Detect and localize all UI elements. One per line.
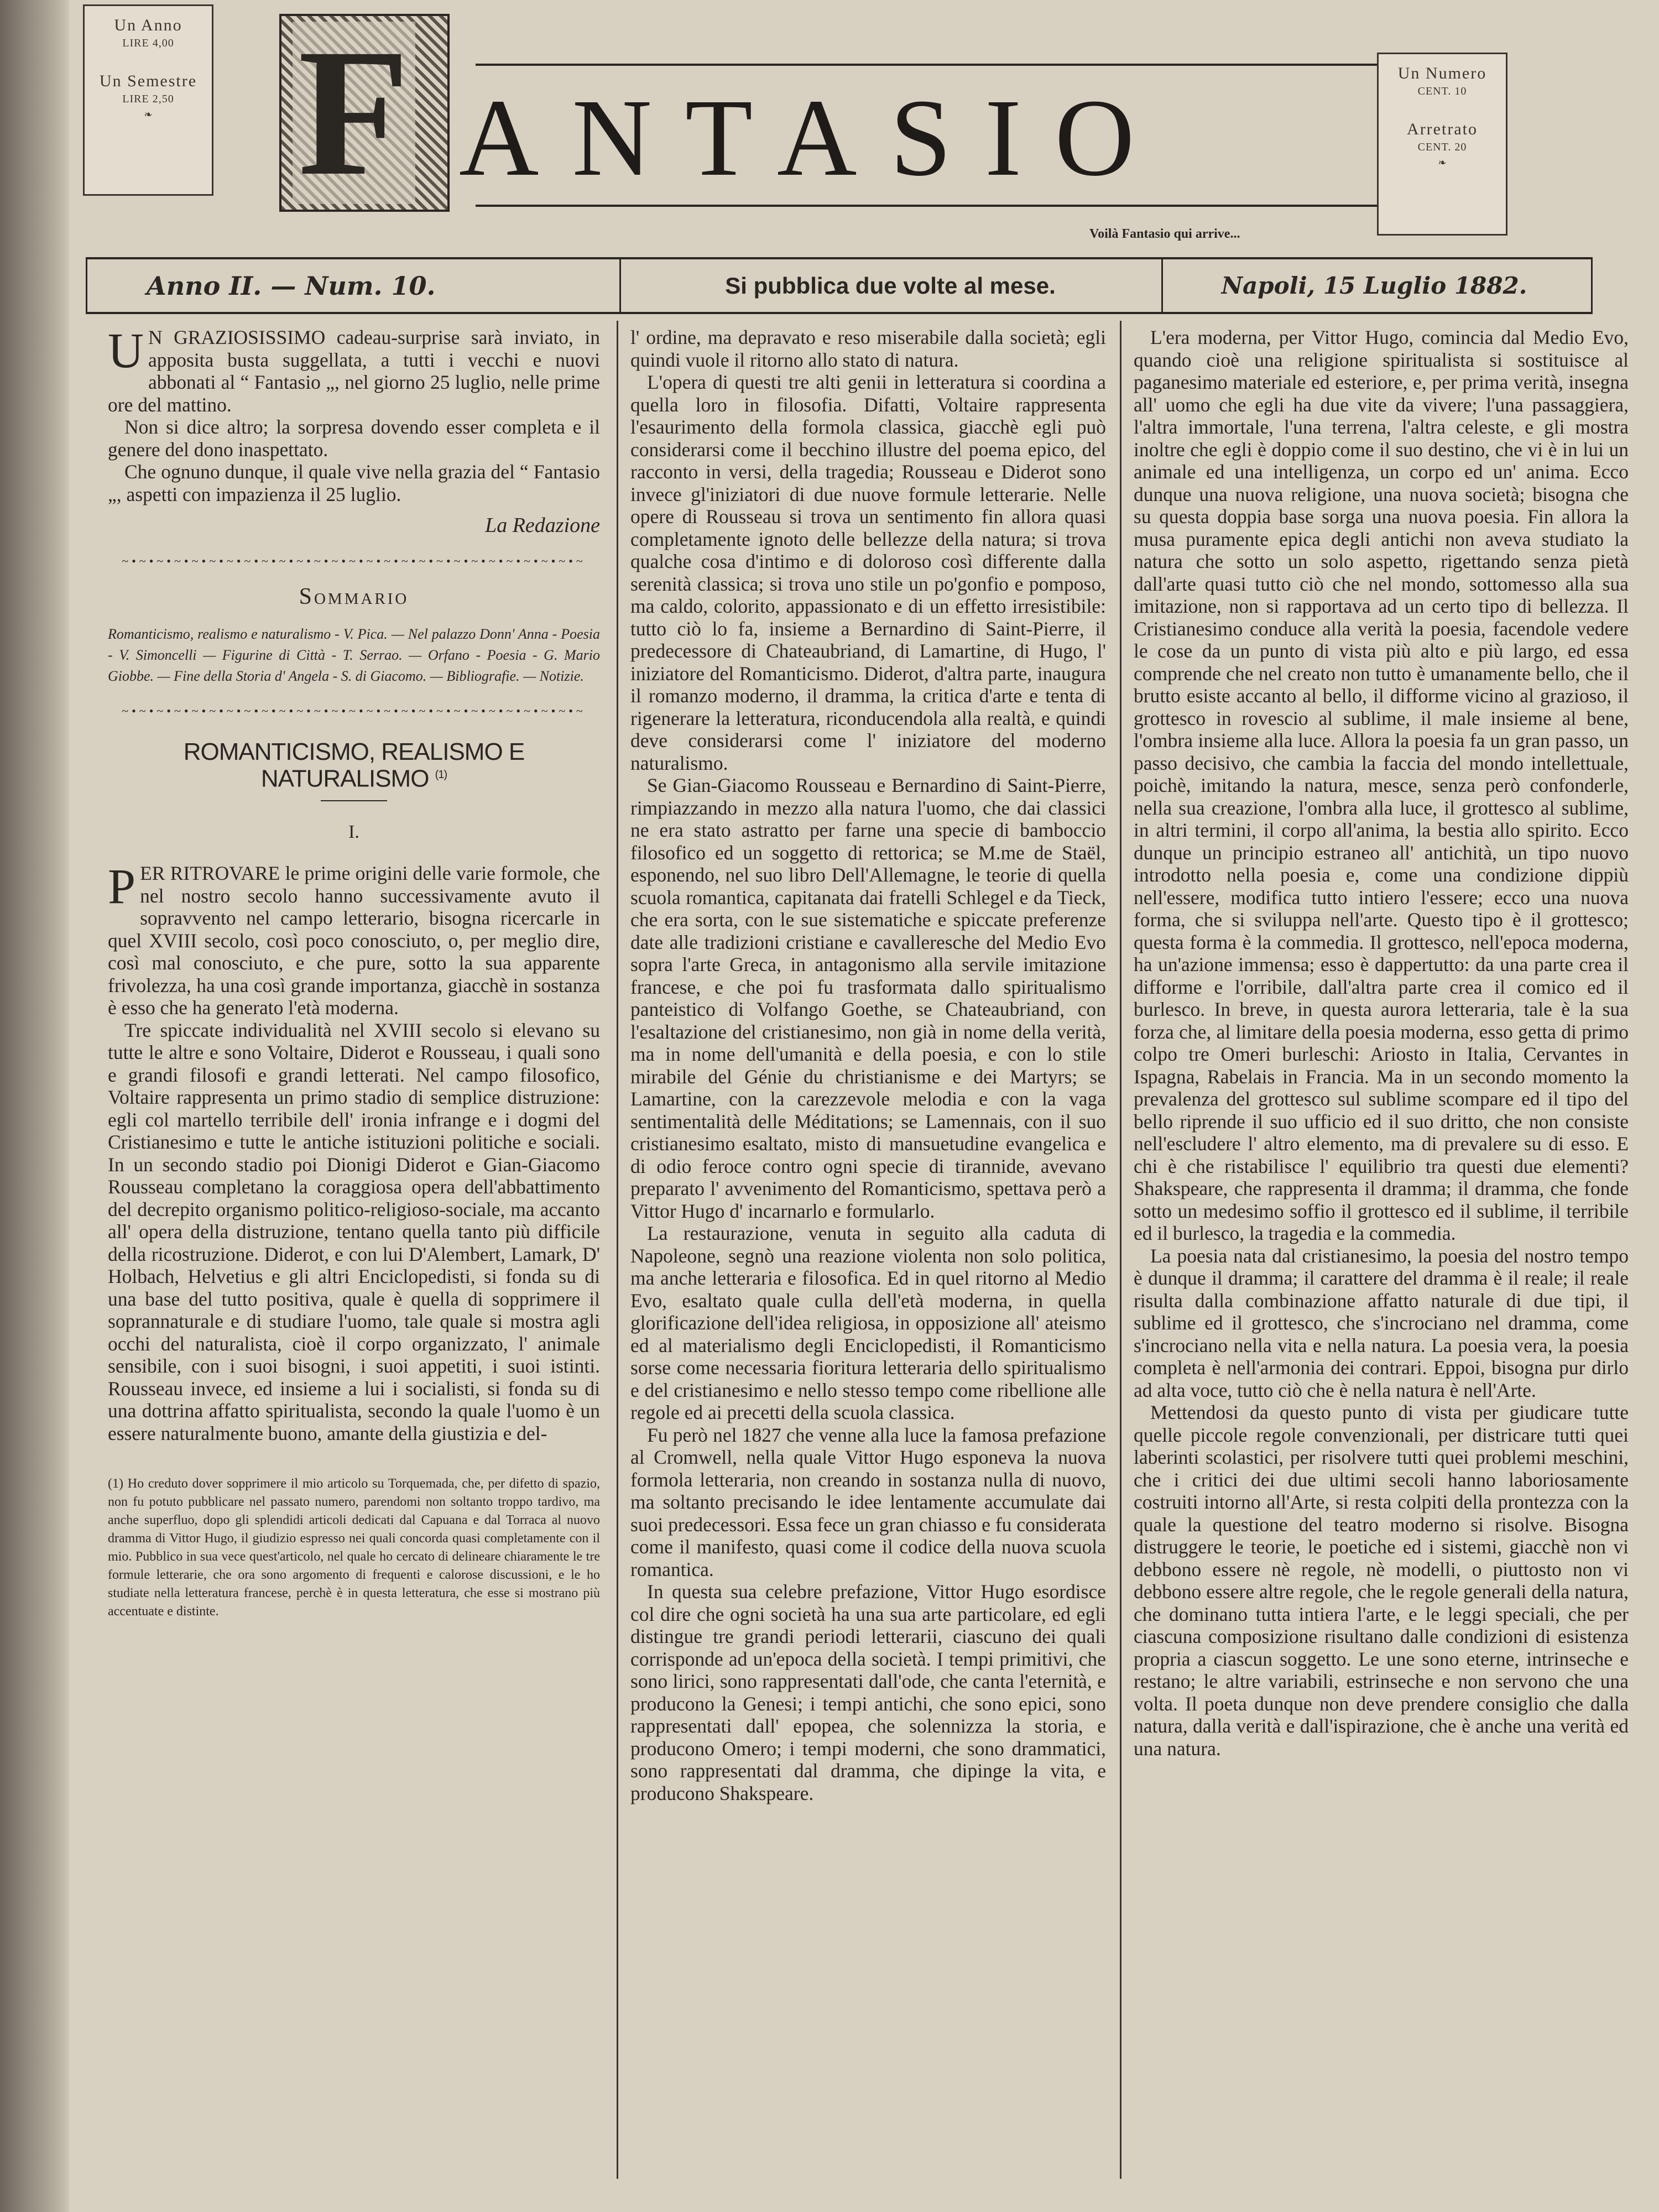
column-rule	[617, 321, 618, 2179]
semester-price: LIRE 2,50	[122, 93, 174, 105]
year-label: Un Anno	[114, 16, 182, 34]
ornament-icon: ❧	[144, 109, 153, 120]
ornamental-divider: ~•~•~•~•~•~•~•~•~•~•~•~•~•~•~•~•~•~•~•~•~•~•~•~•~•~•~	[122, 703, 586, 718]
drop-cap: U	[108, 324, 144, 378]
single-issue-price: CENT. 10	[1417, 85, 1467, 97]
issue-number: Anno II. — Num. 10.	[147, 270, 436, 301]
publication-frequency: Si pubblica due volte al mese.	[725, 272, 1056, 299]
divider	[619, 259, 621, 312]
back-issue-label: Arretrato	[1407, 120, 1478, 138]
back-issue-price: CENT. 20	[1417, 141, 1467, 153]
article-paragraph: L'era moderna, per Vittor Hugo, comincia dal Medio Evo, quando cioè una religione spiritualista si sostituisce al paganesimo materiale ed esteriore, e, per prima verità, insegna all' uomo che egli ha due vite da vivere; l'una passaggiera, l'altra immortale, l'una terrena, l'altra celeste, e gli mostra inoltre che egli è doppio come il suo destino, che vi è in lui un animale ed una intelligenza, un corpo ed un' anima. Ecco dunque una nuova religione, una nuova società; bisogna che su questa doppia base sorga una nuova poesia. Fin allora la musa puramente epica degli antichi non aveva studiato la natura che sotto un solo aspetto, rigettando senza pietà dall'arte quasi tutto ciò che nel mondo, sottomesso alla sua imitazione, non si rapportava ad un certo tipo di bellezza. Il Cristianesimo conduce alla verità la poesia, facendole vedere le cose da un punto di vista più alto e più largo, ed essa comprende che nel creato non tutto è umanamente bello, che il brutto esiste accanto al bello, il difforme vicino al grazioso, il grottesco in rovescio al sublime, il male insieme al bene, l'ombra insieme alla luce. Allora la poesia fa un gran passo, un passo decisivo, che cambia la faccia del mondo intellettuale, poichè, imitando la natura, mesce, senza però confonderle, nella sua creazione, l'ombra alla luce, il grottesco al sublime, in altri termini, il corpo all'anima, la bestia allo spirito. Ecco dunque un principio estraneo all' antichità, un tipo nuovo introdotto nella poesia e, come una condizione dippiù nell'essere, modifica tutto intiero l'essere; ecco una nuova forma, che si sviluppa nell'arte. Questo tipo è il grottesco; questa forma è la commedia. Il grottesco, nell'epoca moderna, ha un'azione immensa; esso è dappertutto: da una parte crea il difforme e l'orribile, dall'altra parte crea il comico ed il burlesco. In breve, in questa aurora letteraria, tale è la sua forza che, al limitare della poesia moderna, esso getta di primo colpo tre Omeri burleschi: Ariosto in Italia, Cervantes in Ispagna, Rabelais in Francia. Ma in un secondo momento la prevalenza del grottesco sul sublime scompare ed il tipo del bello riprende il suo ufficio ed il suo dritto, che non consiste nell'escludere l' altro elemento, ma di prevalere su di esso. E chi è che ristabilisce l' equilibrio tra questi due elementi? Shakspeare, che rappresenta il dramma; il dramma, che fonde sotto un medesimo soffio il grottesco ed il sublime, il terribile ed il burlesco, la tragedia e la commedia.	[1134, 326, 1629, 1244]
contents-title: Sommario	[299, 584, 409, 609]
subscription-price-box	[83, 4, 213, 196]
column-2	[630, 326, 1106, 1804]
signature: La Redazione	[485, 514, 600, 537]
drop-cap: P	[108, 859, 136, 915]
ornament-icon: ❧	[1438, 157, 1447, 168]
dateline: Napoli, 15 Luglio 1882.	[1221, 272, 1527, 299]
footnote-marker: (1)	[435, 768, 447, 781]
article-paragraph: In questa sua celebre prefazione, Vittor Hugo esordisce col dire che ogni società ha una sua arte particolare, ed egli distingue tre grandi periodi letterarii, ciascuno dei quali corrisponde ad un'epoca della società. I tempi primitivi, che sono lirici, sono rappresentati dall'ode, che canta l'eternità, e producono la Genesi; i tempi antichi, che sono epici, sono rappresentati dall' epopea, che solennizza la storia, e producono Omero; i tempi moderni, che sono drammatici, sono rappresentati dal dramma, che dipinge la vita, e producono Shakspeare.	[630, 1580, 1106, 1804]
notice-paragraph: Non si dice altro; la sorpresa dovendo esser completa e il genere del dono inaspettato.	[108, 416, 600, 461]
ornamental-divider: ~•~•~•~•~•~•~•~•~•~•~•~•~•~•~•~•~•~•~•~•~•~•~•~•~•~•~	[122, 554, 586, 568]
notice-paragraph: Che ognuno dunque, il quale vive nella grazia del “ Fantasio „, aspetti con impazienza il 25 luglio.	[108, 461, 600, 505]
column-rule	[1120, 321, 1121, 2179]
divider	[1591, 259, 1593, 312]
article-title: ROMANTICISMO, REALISMO E NATURALISMO $^{(1)}$	[183, 738, 525, 792]
decorated-initial	[279, 14, 450, 212]
footnote: (1) Ho creduto dover sopprimere il mio articolo su Torquemada, che, per difetto di spazio, non fu potuto pubblicare nel passato numero, parendomi non soltanto troppo tardivo, ma anche superfluo, dopo gli splendidi articoli dedicati dal Capuana e dal Torraca al nuovo dramma di Vittor Hugo, il giudizio espresso nei quali concorda quasi completamente con il mio. Pubblico in sua vece quest'articolo, nel quale ho cercato di delineare chiaramente le tre formule letterarie, che ora sono argomento di frequenti e calorose discussioni, e le ho studiate nella letteratura francese, perchè è in questa letteratura, che esse si mostrano più accentuate e distinte.	[108, 1477, 600, 1619]
column-3	[1134, 326, 1629, 1760]
masthead-title: ANTASIO	[459, 77, 1168, 199]
title-rule	[321, 800, 387, 801]
single-issue-label: Un Numero	[1397, 64, 1487, 82]
issue-info-bar	[86, 257, 1593, 314]
article-paragraph: Se Gian-Giacomo Rousseau e Bernardino di Saint-Pierre, rimpiazzando in mezzo alla natura l'uomo, che dai classici ne era stato astratto per farne una specie di bamboccio filosofico ed un soggetto di rettorica; se M.me de Staël, esponendo, nel suo libro Dell'Allemagne, le teorie di quella scuola romantica, capitanata dai fratelli Schlegel e da Tieck, che era sorta, con le sue sistematiche e spiccate preferenze date alle tradizioni cristiane e cavalleresche del Medio Evo sopra l'arte Greca, in antagonismo alla servile imitazione francese, e che poi fu trasformata dallo spiritualismo panteistico di Volfango Goethe, se Chateaubriand, con l'esaltazione del cristianesimo, non già in nome della verità, ma in nome dell'umanità e della poesia, e con lo stile mirabile del Génie du christianisme e dei Martyrs; se Lamartine, con la carezzevole melodia e con la vaga sentimentalità delle Méditations; se Lamennais, con il suo cristianesimo esaltato, misto di mansuetudine evangelica e di odio feroce contro ogni specie di tirannide, avevano preparato l' avvenimento del Romanticismo, spettava però a Vittor Hugo d' incarnarlo e formularlo.	[630, 774, 1106, 1222]
article-paragraph: La restaurazione, venuta in seguito alla caduta di Napoleone, segnò una reazione violenta non solo politica, ma anche letteraria e filosofica. Ed in quel ritorno al Medio Evo, esaltato quale culla dell'età moderna, in quella glorificazione dell'idea religiosa, in opposizione all' ateismo ed al materialismo degli Enciclopedisti, il Romanticismo sorse come necessaria fioritura letteraria dello spiritualismo e del cristianesimo e nello stesso tempo come ribellione alle regole ed ai precetti della scuola classica.	[630, 1222, 1106, 1423]
column-1	[108, 326, 600, 1621]
article-paragraph: l' ordine, ma depravato e reso miserabile dalla società; egli quindi vuole il ritorno allo stato di natura.	[630, 326, 1106, 371]
notice-paragraph: U N GRAZIOSISSIMO cadeau-surprise sarà inviato, in apposita busta suggellata, a tutti i vecchi e nuovi abbonati al “ Fantasio „, nel giorno 25 luglio, nelle prime ore del mattino.	[108, 324, 600, 416]
section-number: I.	[348, 821, 359, 842]
article-paragraph: PER RITROVARE le prime origini delle varie formole, che nel nostro secolo hanno successivamente avuto il sopravvento nel campo letterario, bisogna ricercarle in quel XVIII secolo, così poco conosciuto, o, per meglio dire, così mal conosciuto, e che pure, sotto la sua apparente frivolezza, ha una così grande importanza, giacchè in sostanza è esso che ha generato l'età moderna.	[108, 859, 600, 1019]
article-paragraph: Tre spiccate individualità nel XVIII secolo si elevano su tutte le altre e sono Voltaire, Diderot e Rousseau, i quali sono e grandi filosofi e grandi letterati. Nel campo filosofico, Voltaire rappresenta un primo stadio di semplice distruzione: egli col martello terribile dell' ironia infrange e i dogmi del Cristianesimo e tutte le antiche istituzioni politiche e sociali. In un secondo stadio poi Dionigi Diderot e Gian-Giacomo Rousseau completano la coraggiosa opera dell'abbattimento del decrepito organismo politico-religioso-sociale, ma accanto all' opera della distruzione, tentano quella tanto più difficile della ricostruzione. Diderot, e con lui D'Alembert, Lamark, D' Holbach, Helvetius e gli altri Enciclopedisti, si fonda su di una base del tutto positiva, quale è quella di sopprimere il soprannaturale e di studiare l'uomo, tale quale si mostra agli occhi del naturalista, cioè il corpo organizzato, l' animale sensibile, con i suoi bisogni, i suoi appetiti, i suoi istinti. Rousseau invece, ed insieme a lui i socialisti, si fonda su di una dottrina affatto spiritualista, secondo la quale l'uomo è un essere naturalmente buono, amante della giustizia e del-	[108, 1019, 600, 1444]
book-binding	[0, 0, 66, 2212]
tagline: Voilà Fantasio qui arrive...	[1089, 227, 1240, 241]
article-paragraph: Fu però nel 1827 che venne alla luce la famosa prefazione al Cromwell, nella quale Vittor Hugo esponeva la nuova formola letteraria, non creando in sostanza nulla di nuovo, ma soltanto precisando le idee lentamente accumulate dai suoi predecessori. Essa fece un gran chiasso e fu considerata come il manifesto, quasi come il codice della nuova scuola romantica.	[630, 1423, 1106, 1580]
initial-letter: F	[293, 22, 415, 204]
issue-price-box	[1377, 53, 1507, 236]
divider	[86, 259, 87, 312]
semester-label: Un Semestre	[99, 72, 197, 90]
title-rule	[476, 205, 1394, 207]
article-paragraph: La poesia nata dal cristianesimo, la poesia del nostro tempo è dunque il dramma; il carattere del dramma è il reale; il reale risulta dalla combinazione affatto naturale di due tipi, il sublime ed il grottesco, che s'incrociano nel dramma, come s'incrociano nella vita e nella natura. La poesia vera, la poesia completa è nell'armonia dei contrari. Eppoi, bisogna pur dirlo ad alta voce, tutto ciò che è nella natura è nell'Arte.	[1134, 1244, 1629, 1401]
article-paragraph: L'opera di questi tre alti genii in letteratura si coordina a quella loro in filosofia. Difatti, Voltaire rappresenta l'esaurimento della formola classica, giacchè egli può considerarsi come il becchino illustre del poema epico, del racconto in versi, della tragedia; Rousseau e Diderot sono invece gl'iniziatori di due nuove formule letterarie. Nelle opere di Rousseau si trova un sentimento fin allora quasi completamente ignoto delle bellezze della natura; si trova qualche cosa d'intimo e di doloroso così differente dalla serenità classica; si trova uno stile un po'gonfio e pomposo, ma caldo, colorito, appassionato e di un effetto irresistibile: tutto ciò lo fa, insieme a Bernardino di Saint-Pierre, il predecessore di Chateaubriand, di Lamartine, di Hugo, l' iniziatore del Romanticismo. Diderot, d'altra parte, inaugura il romanzo moderno, il dramma, la critica d'arte e tenta di rigenerare la letteratura, riconducendola alla realtà, e quindi deve considerarsi come l' iniziatore del moderno naturalismo.	[630, 371, 1106, 774]
divider	[1161, 259, 1163, 312]
contents-list: Romanticismo, realismo e naturalismo - V. Pica. — Nel palazzo Donn' Anna - Poesia - V. Simoncelli — Figurine di Città - T. Serrao. — Orfano - Poesia - G. Mario Giobbe. — Fine della Storia d' Angela - S. di Giacomo. — Bibliografie. — Notizie.	[108, 625, 600, 684]
article-paragraph: Mettendosi da questo punto di vista per giudicare tutte quelle piccole regole convenzionali, per districare tutti quei laberinti scolastici, per risolvere tutti quei problemi meschini, che i critici dei due ultimi secoli hanno laboriosamente costruiti intorno all'Arte, si resta colpiti della prontezza con la quale la questione del teatro moderno si risolve. Bisogna distruggere le teorie, le poetiche ed i sistemi, giacchè non vi debbono essere nè regole, nè modelli, o piuttosto non vi debbono essere altre regole, che le regole generali della natura, che dominano tutta intiera l'arte, e le leggi speciali, che per ciascuna composizione risultano dalle condizioni di esistenza propria a ciascun soggetto. Le une sono eterne, intrinseche e restano; le altre variabili, estrinseche e non servono che una volta. Il poeta dunque non deve prendere consiglio che dalla natura, dalla verità e dall'ispirazione, che è anche una verità ed una natura.	[1134, 1401, 1629, 1760]
year-price: LIRE 4,00	[122, 37, 174, 49]
title-rule	[476, 64, 1394, 66]
